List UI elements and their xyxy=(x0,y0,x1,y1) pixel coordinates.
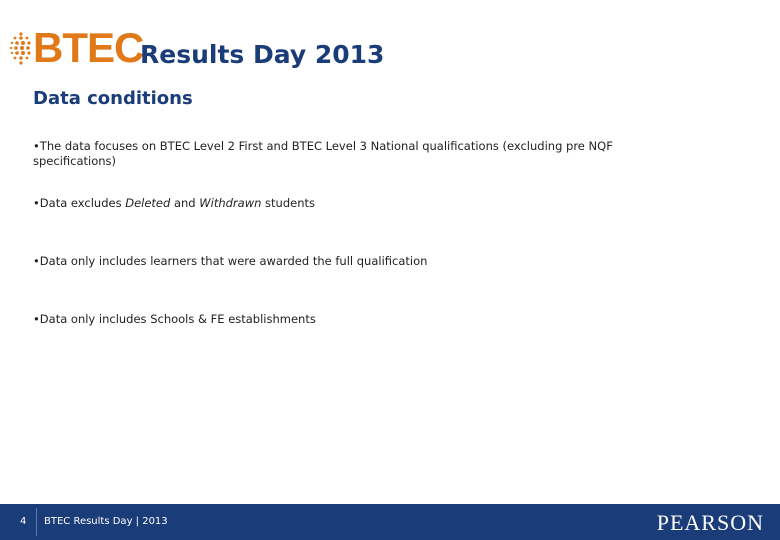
bullet-text: and xyxy=(170,196,200,210)
pearson-logo: PEARSON xyxy=(656,510,764,535)
slide-title: Data conditions xyxy=(33,88,193,109)
btec-logo-dots-icon xyxy=(9,31,33,67)
bullet-item xyxy=(33,312,633,327)
btec-logo: BTEC xyxy=(33,24,144,71)
bullet-text: Data only includes learners that were awarded the full qualification xyxy=(39,254,428,268)
bullet-item xyxy=(33,139,633,169)
bullet-marker: • xyxy=(33,312,40,326)
slide-header xyxy=(0,0,780,80)
deck-title: Results Day 2013 xyxy=(140,40,385,69)
bullet-emphasis: Deleted xyxy=(125,196,171,210)
bullet-marker: • xyxy=(33,196,40,210)
slide-footer xyxy=(0,504,780,540)
footer-divider xyxy=(36,508,37,536)
footer-text: BTEC Results Day | 2013 xyxy=(44,516,168,527)
bullet-emphasis: Withdrawn xyxy=(199,196,262,210)
bullet-text: students xyxy=(261,196,316,210)
bullet-marker: • xyxy=(33,139,40,153)
bullet-text: Data only includes Schools & FE establishments xyxy=(39,312,316,326)
page-number: 4 xyxy=(20,516,27,527)
bullet-text: Data excludes xyxy=(39,196,126,210)
bullet-text: The data focuses on BTEC Level 2 First and BTEC Level 3 National qualifications (excluding pre NQF specifications) xyxy=(33,139,613,168)
bullet-item xyxy=(33,196,633,211)
bullet-marker: • xyxy=(33,254,40,268)
bullet-item xyxy=(33,254,633,269)
